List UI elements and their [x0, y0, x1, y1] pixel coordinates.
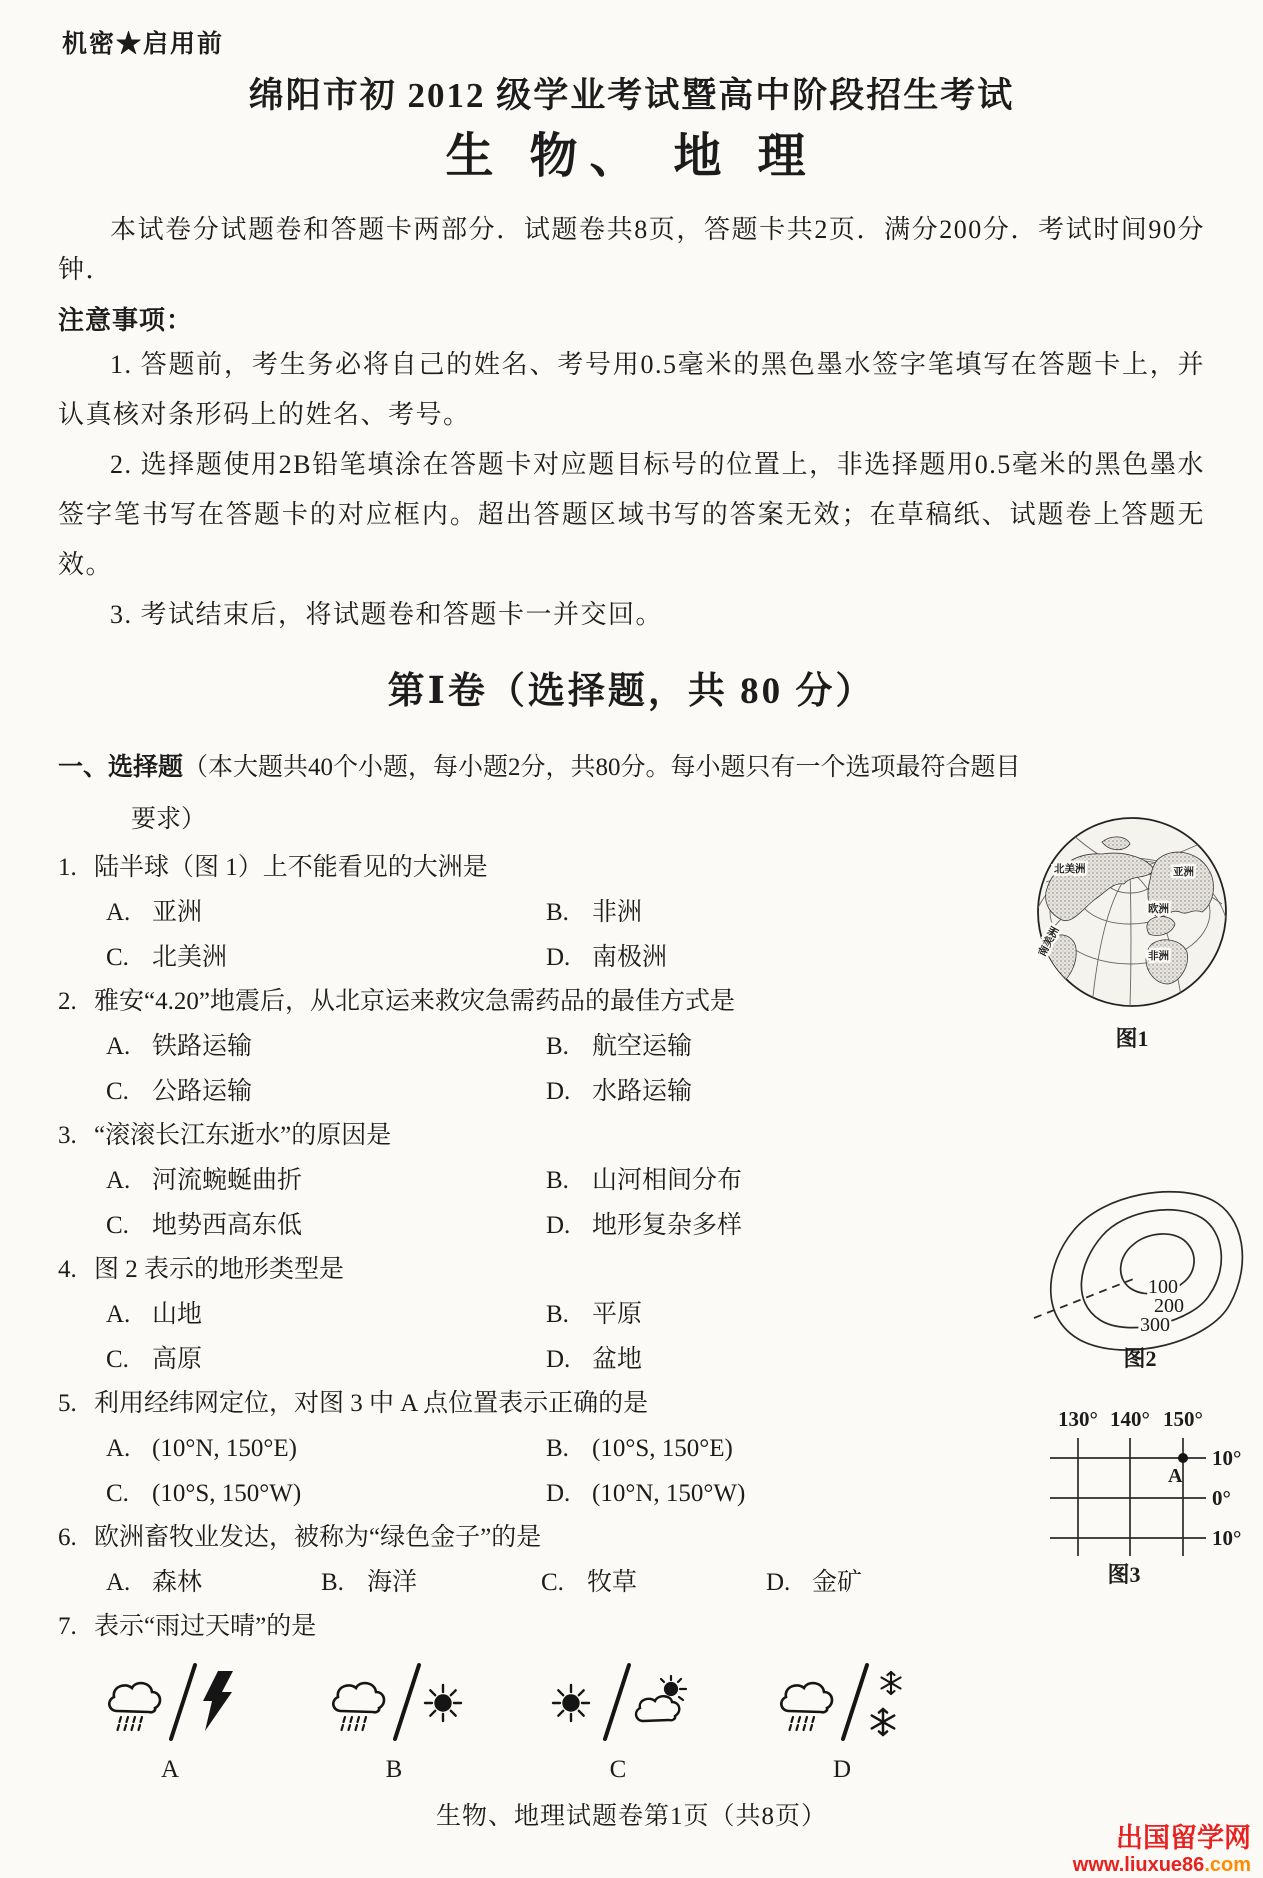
- option-letter: B.: [546, 899, 569, 926]
- figure-grid-map: [1040, 1396, 1255, 1593]
- note-item-3: 3. 考试结束后，将试题卷和答题卡一并交回。: [110, 600, 664, 629]
- lightning-icon: [203, 1671, 233, 1731]
- rain-cloud-icon: [109, 1683, 160, 1730]
- longitude-label: 150°: [1163, 1407, 1203, 1431]
- point-a-dot: [1178, 1453, 1188, 1463]
- note-item-2: 2. 选择题使用2B铅笔填涂在答题卡对应题目标号的位置上，非选择题用0.5毫米的黑色墨水签字笔书写在答题卡的对应框内。超出答题区域书写的答案无效；在草稿纸、试题卷上答题无效。: [58, 450, 1205, 579]
- option-item: [106, 890, 546, 935]
- option-letter: C.: [106, 1078, 129, 1105]
- latitude-label: 10°: [1212, 1526, 1242, 1550]
- figure-globe: [1032, 812, 1237, 1062]
- question-number: 5.: [58, 1390, 77, 1417]
- watermark: [1073, 1823, 1251, 1876]
- globe-label-africa: 非洲: [1148, 951, 1169, 962]
- option-text: 山地: [152, 1301, 203, 1328]
- option-letter: C.: [106, 944, 129, 971]
- slash-separator: [843, 1665, 867, 1739]
- page-footer: 生物、地理试题卷第1页（共8页）: [435, 1803, 827, 1830]
- option-text: (10°N, 150°W): [592, 1480, 746, 1507]
- globe-label-south-america: 南美洲: [1037, 925, 1062, 959]
- option-text: 北美洲: [152, 944, 228, 971]
- option-letter: B.: [546, 1435, 569, 1462]
- option-letter: A.: [106, 1435, 131, 1462]
- question-text: 雅安“4.20”地震后，从北京运来救灾急需药品的最佳方式是: [94, 988, 735, 1015]
- watermark-site-name: 出国留学网: [1116, 1823, 1251, 1854]
- question-number: 3.: [58, 1122, 77, 1149]
- option-text: (10°S, 150°W): [152, 1480, 302, 1507]
- option-item: [106, 1292, 546, 1337]
- option-letter: D.: [546, 1480, 571, 1507]
- option-text: 平原: [592, 1301, 643, 1328]
- option-letter: B.: [321, 1569, 344, 1596]
- note-item-1: 1. 答题前，考生务必将自己的姓名、考号用0.5毫米的黑色墨水签字笔填写在答题卡上，并认真核对条形码上的姓名、考号。: [58, 350, 1205, 429]
- point-a-label: A: [1168, 1465, 1183, 1487]
- contour-value-100: 100: [1148, 1276, 1178, 1298]
- longitude-label: 140°: [1110, 1407, 1150, 1431]
- watermark-url-suffix: .com: [1204, 1853, 1251, 1876]
- weather-option-label: B: [385, 1756, 403, 1783]
- option-letter: A.: [106, 1569, 131, 1596]
- option-item: [106, 1203, 546, 1248]
- option-text: 水路运输: [592, 1078, 693, 1105]
- question-number: 4.: [58, 1256, 77, 1283]
- question-text: 表示“雨过天晴”的是: [94, 1613, 317, 1640]
- sun-icon: [553, 1685, 589, 1721]
- option-text: 山河相间分布: [592, 1167, 743, 1194]
- option-item: [106, 1471, 546, 1516]
- longitude-label: 130°: [1058, 1407, 1098, 1431]
- option-text: 海洋: [367, 1569, 418, 1596]
- question-block-7: [0, 1605, 1263, 1784]
- option-text: 航空运输: [592, 1033, 693, 1060]
- latitude-label: 10°: [1212, 1446, 1242, 1470]
- notes-heading: 注意事项：: [58, 306, 194, 335]
- question-number: 1.: [58, 854, 77, 881]
- weather-option-label: A: [160, 1756, 180, 1783]
- option-text: (10°S, 150°E): [592, 1435, 733, 1462]
- question-intro-line2: 要求）: [131, 806, 207, 833]
- question-text: 图 2 表示的地形类型是: [94, 1256, 345, 1283]
- option-text: 牧草: [587, 1569, 638, 1596]
- option-letter: A.: [106, 1167, 131, 1194]
- question-text: 利用经纬网定位，对图 3 中 A 点位置表示正确的是: [94, 1390, 649, 1417]
- watermark-url-main: www.liuxue86: [1072, 1853, 1205, 1876]
- rain-cloud-icon: [781, 1683, 832, 1730]
- confidential-label: 机密★启用前: [62, 31, 225, 58]
- question-number: 6.: [58, 1524, 77, 1551]
- option-letter: C.: [106, 1480, 129, 1507]
- rain-cloud-icon: [333, 1683, 384, 1730]
- figure-caption: 图3: [1107, 1562, 1141, 1587]
- option-item: [541, 1560, 766, 1605]
- figure-caption: 图1: [1115, 1026, 1149, 1051]
- option-text: 公路运输: [152, 1078, 253, 1105]
- weather-option-c: [543, 1659, 693, 1752]
- question-intro-rest: （本大题共40个小题，每小题2分，共80分。每小题只有一个选项最符合题目: [183, 754, 1021, 781]
- slash-separator: [171, 1665, 195, 1739]
- section-heading: 第Ⅰ卷（选择题，共 80 分）: [387, 671, 876, 712]
- question-text: “滚滚长江东逝水”的原因是: [94, 1122, 392, 1149]
- weather-options-row: [95, 1659, 1263, 1752]
- globe-label-asia: 亚洲: [1173, 867, 1194, 878]
- option-letter: C.: [106, 1346, 129, 1373]
- option-text: 南极洲: [592, 944, 668, 971]
- figure-caption: 图2: [1123, 1346, 1157, 1371]
- option-item: [546, 1069, 1263, 1114]
- option-item: [106, 1069, 546, 1114]
- contour-value-200: 200: [1154, 1295, 1184, 1317]
- option-letter: D.: [546, 1346, 571, 1373]
- weather-labels-row: [95, 1756, 1263, 1784]
- option-letter: A.: [106, 1301, 131, 1328]
- question-number: 7.: [58, 1613, 77, 1640]
- option-item: [106, 1426, 546, 1471]
- sun-icon: [425, 1685, 461, 1721]
- option-text: 森林: [152, 1569, 203, 1596]
- question-text: 欧洲畜牧业发达，被称为“绿色金子”的是: [94, 1524, 542, 1551]
- option-item: [106, 1337, 546, 1382]
- question-intro-line1: [58, 742, 1205, 794]
- option-text: 地势西高东低: [152, 1212, 303, 1239]
- question-number: 2.: [58, 988, 77, 1015]
- option-letter: B.: [546, 1167, 569, 1194]
- option-letter: D.: [546, 944, 571, 971]
- option-letter: D.: [766, 1569, 791, 1596]
- option-letter: B.: [546, 1301, 569, 1328]
- option-item: [106, 1024, 546, 1069]
- option-text: 非洲: [592, 899, 643, 926]
- option-letter: D.: [546, 1212, 571, 1239]
- option-letter: A.: [106, 899, 131, 926]
- question-text: 陆半球（图 1）上不能看见的大洲是: [94, 854, 488, 881]
- option-item: [106, 1560, 321, 1605]
- grid-map-illustration: [1040, 1396, 1255, 1588]
- figure-contour-map: [1028, 1172, 1253, 1382]
- option-text: 河流蜿蜒曲折: [152, 1167, 303, 1194]
- latitude-label: 0°: [1212, 1486, 1231, 1510]
- contour-value-300: 300: [1140, 1314, 1170, 1336]
- weather-option-label: C: [609, 1756, 627, 1783]
- option-letter: C.: [541, 1569, 564, 1596]
- option-letter: D.: [546, 1078, 571, 1105]
- exam-title: 绵阳市初 2012 级学业考试暨高中阶段招生考试: [248, 76, 1015, 115]
- option-item: [106, 935, 546, 980]
- option-item: [321, 1560, 541, 1605]
- weather-option-b: [319, 1659, 469, 1752]
- option-letter: B.: [546, 1033, 569, 1060]
- option-text: 地形复杂多样: [592, 1212, 743, 1239]
- option-text: 高原: [152, 1346, 203, 1373]
- intro-paragraph: 本试卷分试题卷和答题卡两部分．试题卷共8页，答题卡共2页．满分200分．考试时间90分钟．: [58, 215, 1205, 284]
- option-text: 盆地: [592, 1346, 643, 1373]
- globe-label-north-america: 北美洲: [1054, 864, 1086, 875]
- question-intro-lead: 一、选择题: [58, 754, 184, 781]
- option-text: 亚洲: [152, 899, 203, 926]
- weather-option-a: [95, 1659, 245, 1752]
- option-text: 铁路运输: [152, 1033, 253, 1060]
- option-letter: A.: [106, 1033, 131, 1060]
- slash-separator: [605, 1665, 629, 1739]
- option-text: 金矿: [812, 1569, 863, 1596]
- watermark-url: [1073, 1854, 1251, 1876]
- snowflake-icon: [882, 1672, 901, 1694]
- contour-map-illustration: [1028, 1172, 1253, 1377]
- option-letter: C.: [106, 1212, 129, 1239]
- snowflake-icon: [872, 1709, 894, 1735]
- weather-option-label: D: [832, 1756, 852, 1783]
- partly-cloudy-icon: [636, 1676, 686, 1721]
- globe-label-europe: 欧洲: [1148, 904, 1169, 915]
- weather-option-d: [767, 1659, 917, 1752]
- globe-illustration: [1032, 812, 1237, 1057]
- option-text: (10°N, 150°E): [152, 1435, 297, 1462]
- option-item: [106, 1158, 546, 1203]
- slash-separator: [395, 1665, 419, 1739]
- subject-title: 生 物、 地 理: [445, 130, 818, 183]
